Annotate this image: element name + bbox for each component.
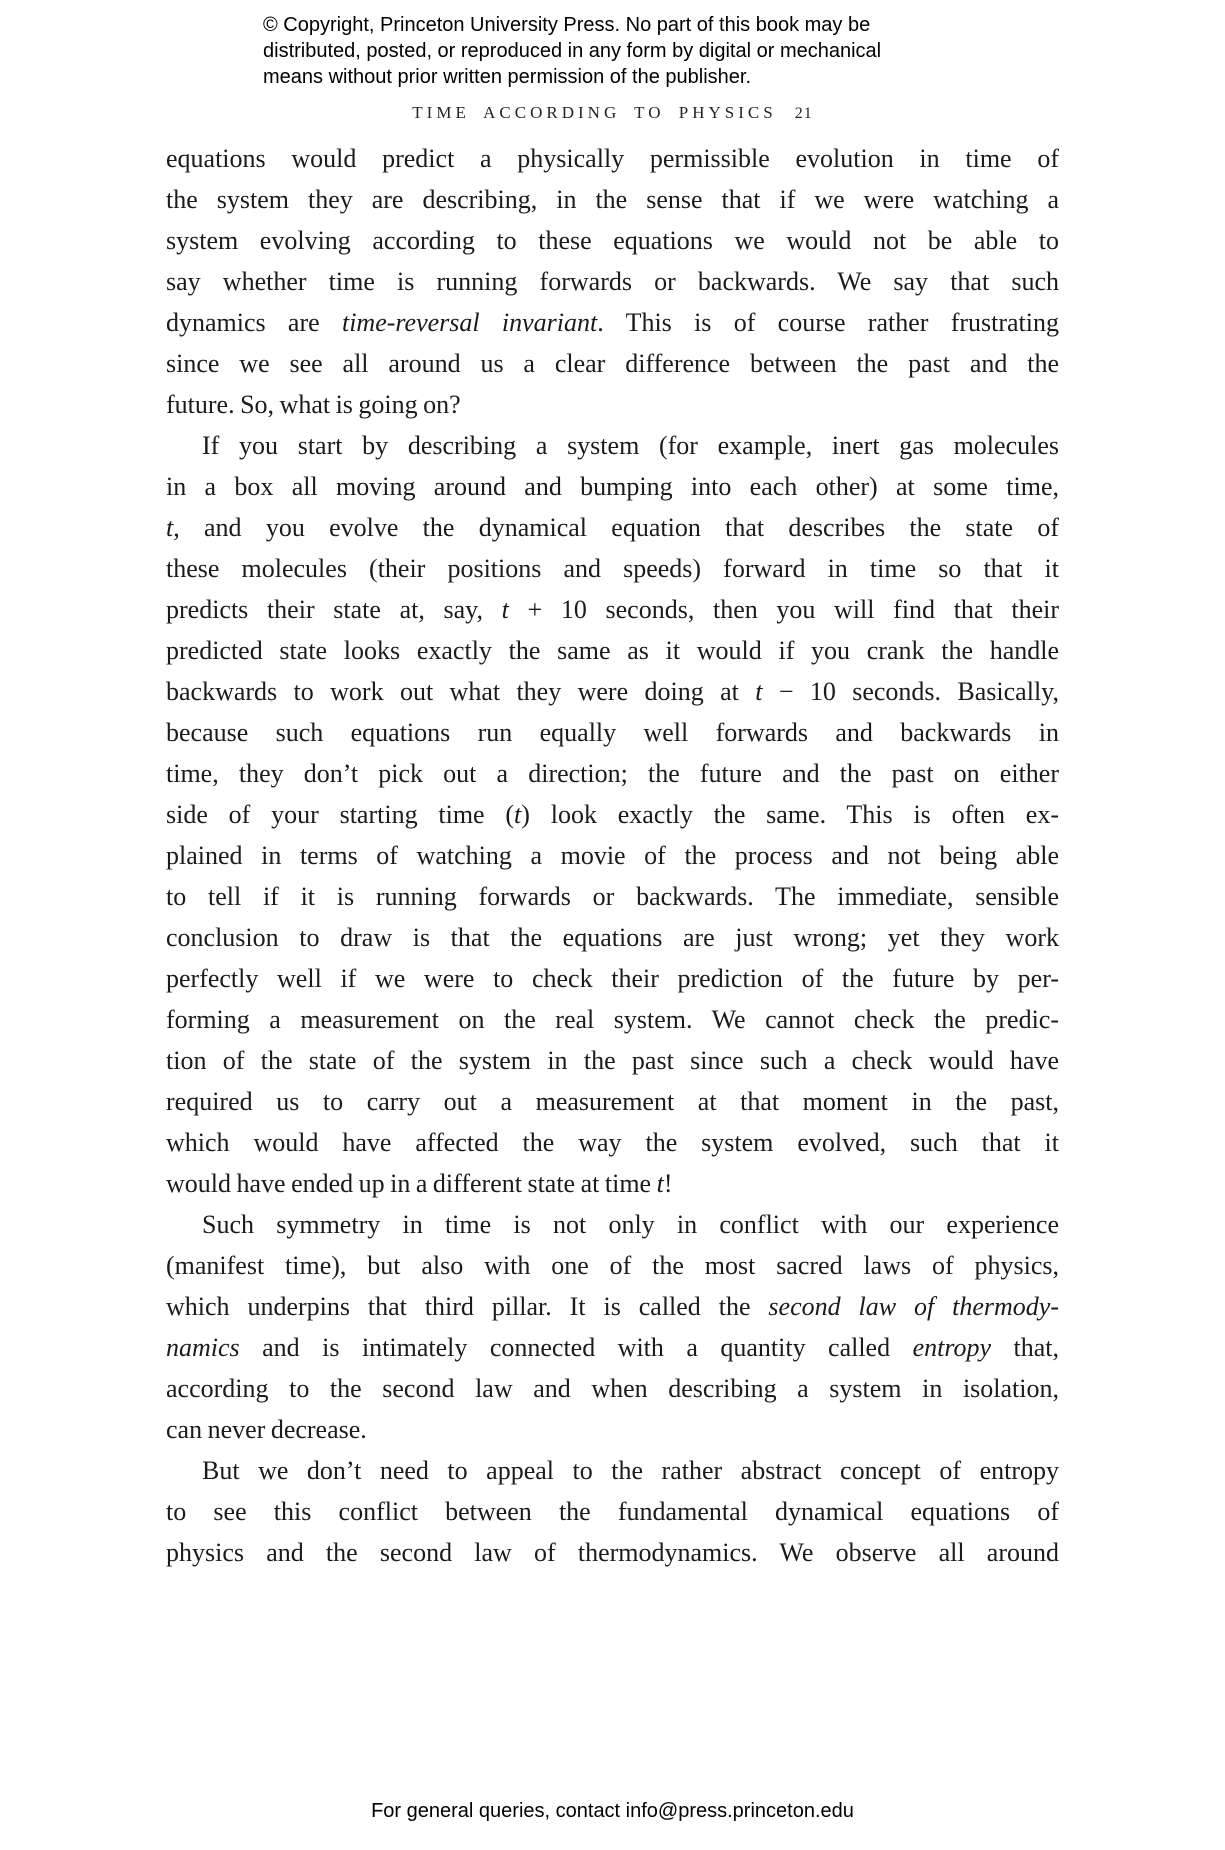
text-segment: that, xyxy=(991,1333,1059,1362)
text-line xyxy=(166,1491,1059,1532)
text-segment: predicted state looks exactly the same as it would if you crank the handle xyxy=(166,636,1059,665)
text-line xyxy=(166,507,1059,548)
copyright-line: distributed, posted, or reproduced in any form by digital or mechanical xyxy=(263,40,882,62)
text-segment: can never decrease. xyxy=(166,1415,367,1444)
text-segment: plained in terms of watching a movie of the process and not being able xyxy=(166,841,1059,870)
text-line xyxy=(166,384,1059,425)
text-segment: because such equations run equally well forwards and backwards in xyxy=(166,718,1059,747)
text-segment: say whether time is running forwards or backwards. We say that such xyxy=(166,267,1059,296)
italic-text-segment: t xyxy=(166,513,174,542)
copyright-notice xyxy=(263,12,881,90)
text-segment: + 10 seconds, then you will find that their xyxy=(508,595,1059,624)
copyright-line: means without prior written permission of the publisher. xyxy=(263,66,752,88)
text-segment: future. So, what is going on? xyxy=(166,390,461,419)
copyright-line: © Copyright, Princeton University Press. No part of this book may be xyxy=(263,14,871,36)
italic-text-segment: entropy xyxy=(912,1333,992,1362)
text-line xyxy=(166,1245,1059,1286)
text-line xyxy=(166,1450,1059,1491)
text-line xyxy=(166,1163,1059,1204)
text-line xyxy=(166,917,1059,958)
text-line xyxy=(166,1409,1059,1450)
text-line xyxy=(166,712,1059,753)
text-segment: tion of the state of the system in the past since such a check would have xyxy=(166,1046,1059,1075)
text-segment: would have ended up in a different state at time xyxy=(166,1169,657,1198)
text-segment: ) look exactly the same. This is often ex- xyxy=(521,800,1059,829)
text-line xyxy=(166,1532,1059,1573)
text-segment: to tell if it is running forwards or backwards. The immediate, sensible xyxy=(166,882,1059,911)
text-line xyxy=(166,1122,1059,1163)
italic-text-segment: t xyxy=(755,677,763,706)
running-header-title: TIME ACCORDING TO PHYSICS xyxy=(412,103,777,122)
text-segment: and is intimately connected with a quantity called xyxy=(239,1333,913,1362)
italic-text-segment: time-reversal invariant xyxy=(341,308,598,337)
text-segment: physics and the second law of thermodynamics. We observe all around xyxy=(166,1538,1059,1567)
text-line xyxy=(166,671,1059,712)
page-number: 21 xyxy=(794,105,813,122)
text-segment: perfectly well if we were to check their prediction of the future by per- xyxy=(166,964,1059,993)
text-line xyxy=(166,1368,1059,1409)
text-line xyxy=(166,179,1059,220)
text-line xyxy=(166,589,1059,630)
text-segment: predicts their state at, say, xyxy=(166,595,502,624)
text-line xyxy=(166,1081,1059,1122)
text-segment: conclusion to draw is that the equations are just wrong; yet they work xyxy=(166,923,1059,952)
text-line xyxy=(166,261,1059,302)
text-line xyxy=(166,1286,1059,1327)
italic-text-segment: t xyxy=(514,800,522,829)
running-header xyxy=(0,103,1225,123)
text-line xyxy=(166,425,1059,466)
text-segment: time, they don’t pick out a direction; the future and the past on either xyxy=(166,759,1059,788)
text-segment: . This is of course rather frustrating xyxy=(597,308,1059,337)
paragraph xyxy=(166,138,1059,425)
text-segment: according to the second law and when describing a system in isolation, xyxy=(166,1374,1059,1403)
italic-text-segment: namics xyxy=(166,1333,240,1362)
text-segment: since we see all around us a clear difference between the past and the xyxy=(166,349,1059,378)
text-segment: side of your starting time ( xyxy=(166,800,515,829)
page-footer xyxy=(0,1799,1225,1823)
text-line xyxy=(166,753,1059,794)
text-segment: these molecules (their positions and speeds) forward in time so that it xyxy=(166,554,1059,583)
text-line xyxy=(166,1040,1059,1081)
text-line xyxy=(166,1204,1059,1245)
text-segment: which underpins that third pillar. It is called the xyxy=(166,1292,769,1321)
text-segment: which would have affected the way the system evolved, such that it xyxy=(166,1128,1059,1157)
text-line xyxy=(166,548,1059,589)
italic-text-segment: t xyxy=(656,1169,664,1198)
text-segment: backwards to work out what they were doing at xyxy=(166,677,756,706)
text-segment: ! xyxy=(663,1169,673,1198)
text-segment: in a box all moving around and bumping into each other) at some time, xyxy=(166,472,1059,501)
paragraph xyxy=(166,1450,1059,1573)
italic-text-segment: second law of thermody- xyxy=(768,1292,1059,1321)
text-segment: (manifest time), but also with one of the most sacred laws of physics, xyxy=(166,1251,1059,1280)
text-line xyxy=(166,876,1059,917)
text-line xyxy=(166,343,1059,384)
text-segment: But we don’t need to appeal to the rather abstract concept of entropy xyxy=(202,1456,1059,1485)
text-segment: required us to carry out a measurement at that moment in the past, xyxy=(166,1087,1059,1116)
paragraph xyxy=(166,1204,1059,1450)
text-segment: − 10 seconds. Basically, xyxy=(762,677,1059,706)
text-segment: dynamics are xyxy=(166,308,342,337)
text-line xyxy=(166,302,1059,343)
text-line xyxy=(166,138,1059,179)
text-line xyxy=(166,958,1059,999)
text-segment: , and you evolve the dynamical equation that describes the state of xyxy=(173,513,1059,542)
text-segment: Such symmetry in time is not only in conflict with our experience xyxy=(202,1210,1059,1239)
text-line xyxy=(166,1327,1059,1368)
text-segment: If you start by describing a system (for example, inert gas molecules xyxy=(202,431,1059,460)
text-segment: to see this conflict between the fundamental dynamical equations of xyxy=(166,1497,1059,1526)
text-line xyxy=(166,220,1059,261)
text-line xyxy=(166,630,1059,671)
text-line xyxy=(166,999,1059,1040)
italic-text-segment: t xyxy=(501,595,509,624)
text-line xyxy=(166,466,1059,507)
text-segment: the system they are describing, in the sense that if we were watching a xyxy=(166,185,1059,214)
paragraph xyxy=(166,425,1059,1204)
footer-contact-text: For general queries, contact info@press.princeton.edu xyxy=(371,1800,854,1822)
body-text xyxy=(166,138,1059,1573)
text-line xyxy=(166,794,1059,835)
text-segment: system evolving according to these equations we would not be able to xyxy=(166,226,1059,255)
text-line xyxy=(166,835,1059,876)
text-segment: forming a measurement on the real system. We cannot check the predic- xyxy=(166,1005,1059,1034)
text-segment: equations would predict a physically permissible evolution in time of xyxy=(166,144,1059,173)
